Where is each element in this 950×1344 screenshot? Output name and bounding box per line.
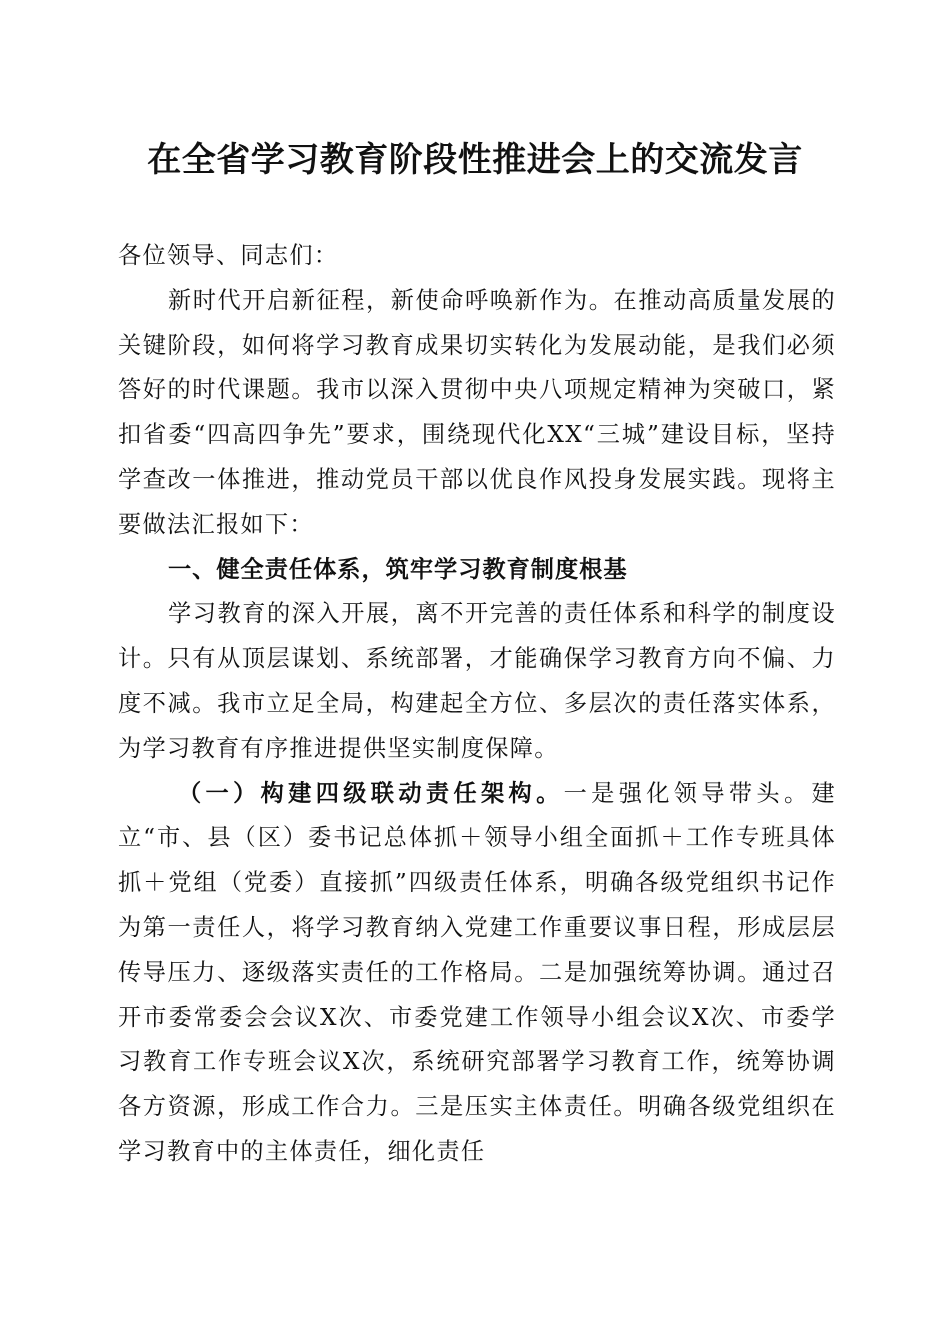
- salutation: 各位领导、同志们：: [118, 242, 339, 269]
- document-body: [118, 234, 836, 1175]
- subsection-text: 一是强化领导带头。建立“市、县（区）委书记总体抓＋领导小组全面抓＋工作专班具体抓＋党组（党委）直接抓”四级责任体系，明确各级党组织书记作为第一责任人，将学习教育纳入党建工作重要议事日程，形成层层传导压力、逐级落实责任的工作格局。二是加强统筹协调。通过召开市委常委会会议X次、市委党建工作领导小组会议X次、市委学习教育工作专班会议X次，系统研究部署学习教育工作，统筹协调各方资源，形成工作合力。三是压实主体责任。明确各级党组织在学习教育中的主体责任，细化责任: [118, 779, 837, 1165]
- section-heading: 一、健全责任体系，筑牢学习教育制度根基: [168, 555, 628, 583]
- subsection-paragraph: [118, 772, 836, 1175]
- document-title: 在全省学习教育阶段性推进会上的交流发言: [147, 140, 803, 180]
- section-paragraph: 学习教育的深入开展，离不开完善的责任体系和科学的制度设计。只有从顶层谋划、系统部署，才能确保学习教育方向不偏、力度不减。我市立足全局，构建起全方位、多层次的责任落实体系，为学习教育有序推进提供坚实制度保障。: [118, 600, 836, 762]
- subsection-lead: （一）构建四级联动责任架构。: [178, 779, 564, 807]
- intro-paragraph: 新时代开启新征程，新使命呼唤新作为。在推动高质量发展的关键阶段，如何将学习教育成果切实转化为发展动能，是我们必须答好的时代课题。我市以深入贯彻中央八项规定精神为突破口，紧扣省委“四高四争先”要求，围绕现代化XX“三城”建设目标，坚持学查改一体推进，推动党员干部以优良作风投身发展实践。现将主要做法汇报如下：: [118, 286, 836, 538]
